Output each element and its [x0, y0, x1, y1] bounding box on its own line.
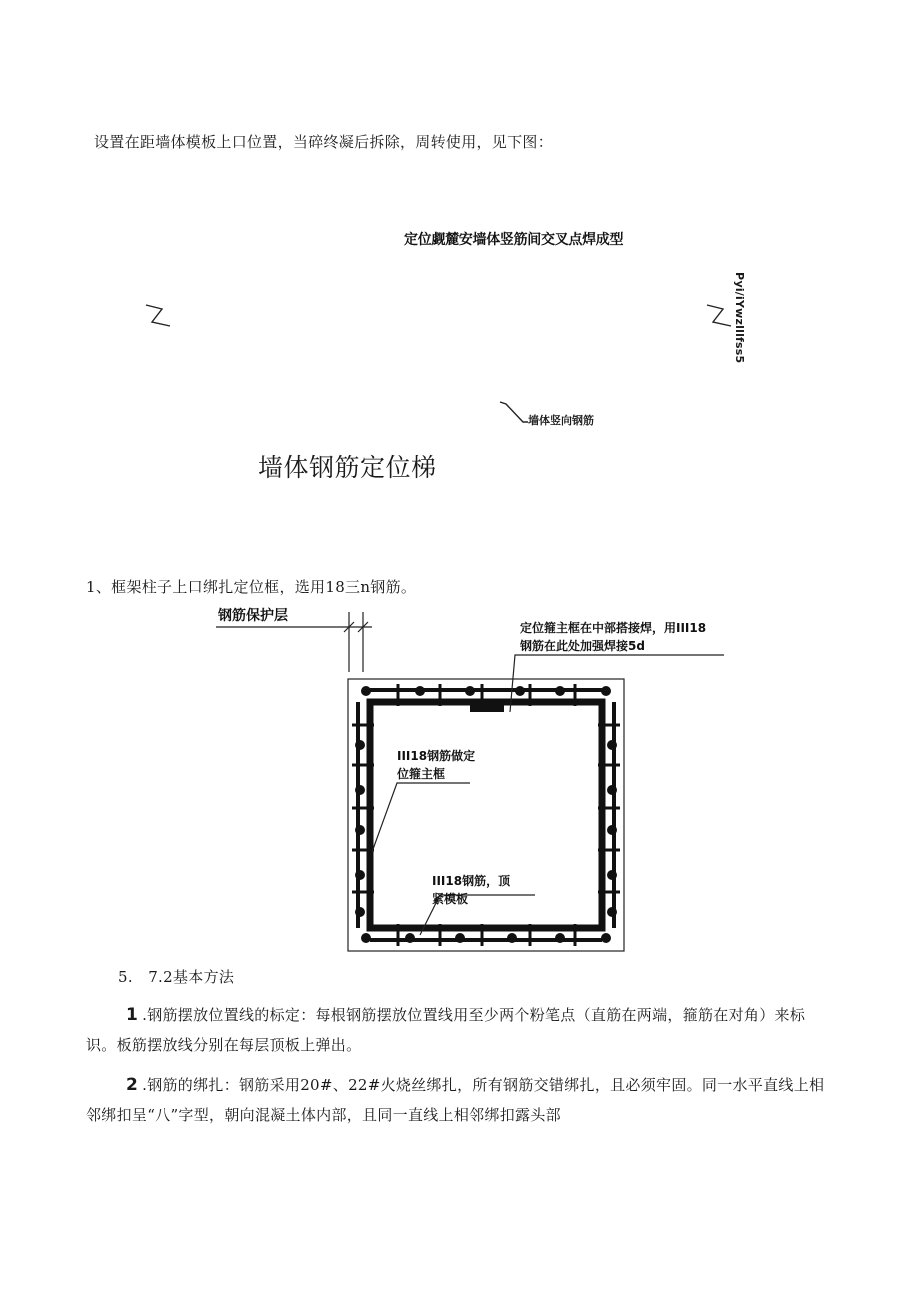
figure1-title: 墙体钢筋定位梯	[258, 453, 437, 482]
label-top-2: 钢筋在此处加强焊接5d	[520, 639, 645, 653]
figure1-small-label: 墙体竖向钢筋	[528, 414, 594, 427]
paragraph-2-number: 2	[126, 1075, 139, 1095]
label-top-1: 定位箍主框在中部搭接焊，用III18	[520, 621, 707, 635]
paragraph-2	[86, 1070, 826, 1130]
label-bottom-1: III18钢筋，顶	[432, 874, 511, 888]
paragraph-1	[86, 1000, 826, 1060]
paragraph-1-text: .钢筋摆放位置线的标定：每根钢筋摆放位置线用至少两个粉笔点（直筋在两端，箍筋在对角）来标识。板筋摆放线分别在每层顶板上弹出。	[86, 1006, 806, 1054]
label-cover-layer: 钢筋保护层	[218, 608, 288, 624]
paragraph-1-number: 1	[126, 1005, 139, 1025]
item-1-text: 1、框架柱子上口绑扎定位框，选用18三n钢筋。	[86, 578, 417, 596]
section-heading: 5. 7.2基本方法	[118, 968, 235, 986]
intro-text: 设置在距墙体模板上口位置，当碎终凝后拆除，周转使用，见下图：	[94, 133, 554, 151]
label-bottom-2: 紧模板	[432, 892, 469, 906]
label-left-1: III18钢筋做定	[397, 749, 476, 763]
paragraph-2-text: .钢筋的绑扎：钢筋采用20#、22#火烧丝绑扎，所有钢筋交错绑扎，且必须牢固。同一水平直线上相邻绑扣呈“八”字型，朝向混凝土体内部，且同一直线上相邻绑扣露头部	[86, 1076, 825, 1124]
label-left-2: 位箍主框	[397, 767, 446, 781]
figure1-caption: 定位觑麓安墙体竖筋间交叉点焊成型	[404, 232, 624, 248]
figure1-rotated-label: Pyi/iYwzlllfss5	[733, 272, 746, 364]
